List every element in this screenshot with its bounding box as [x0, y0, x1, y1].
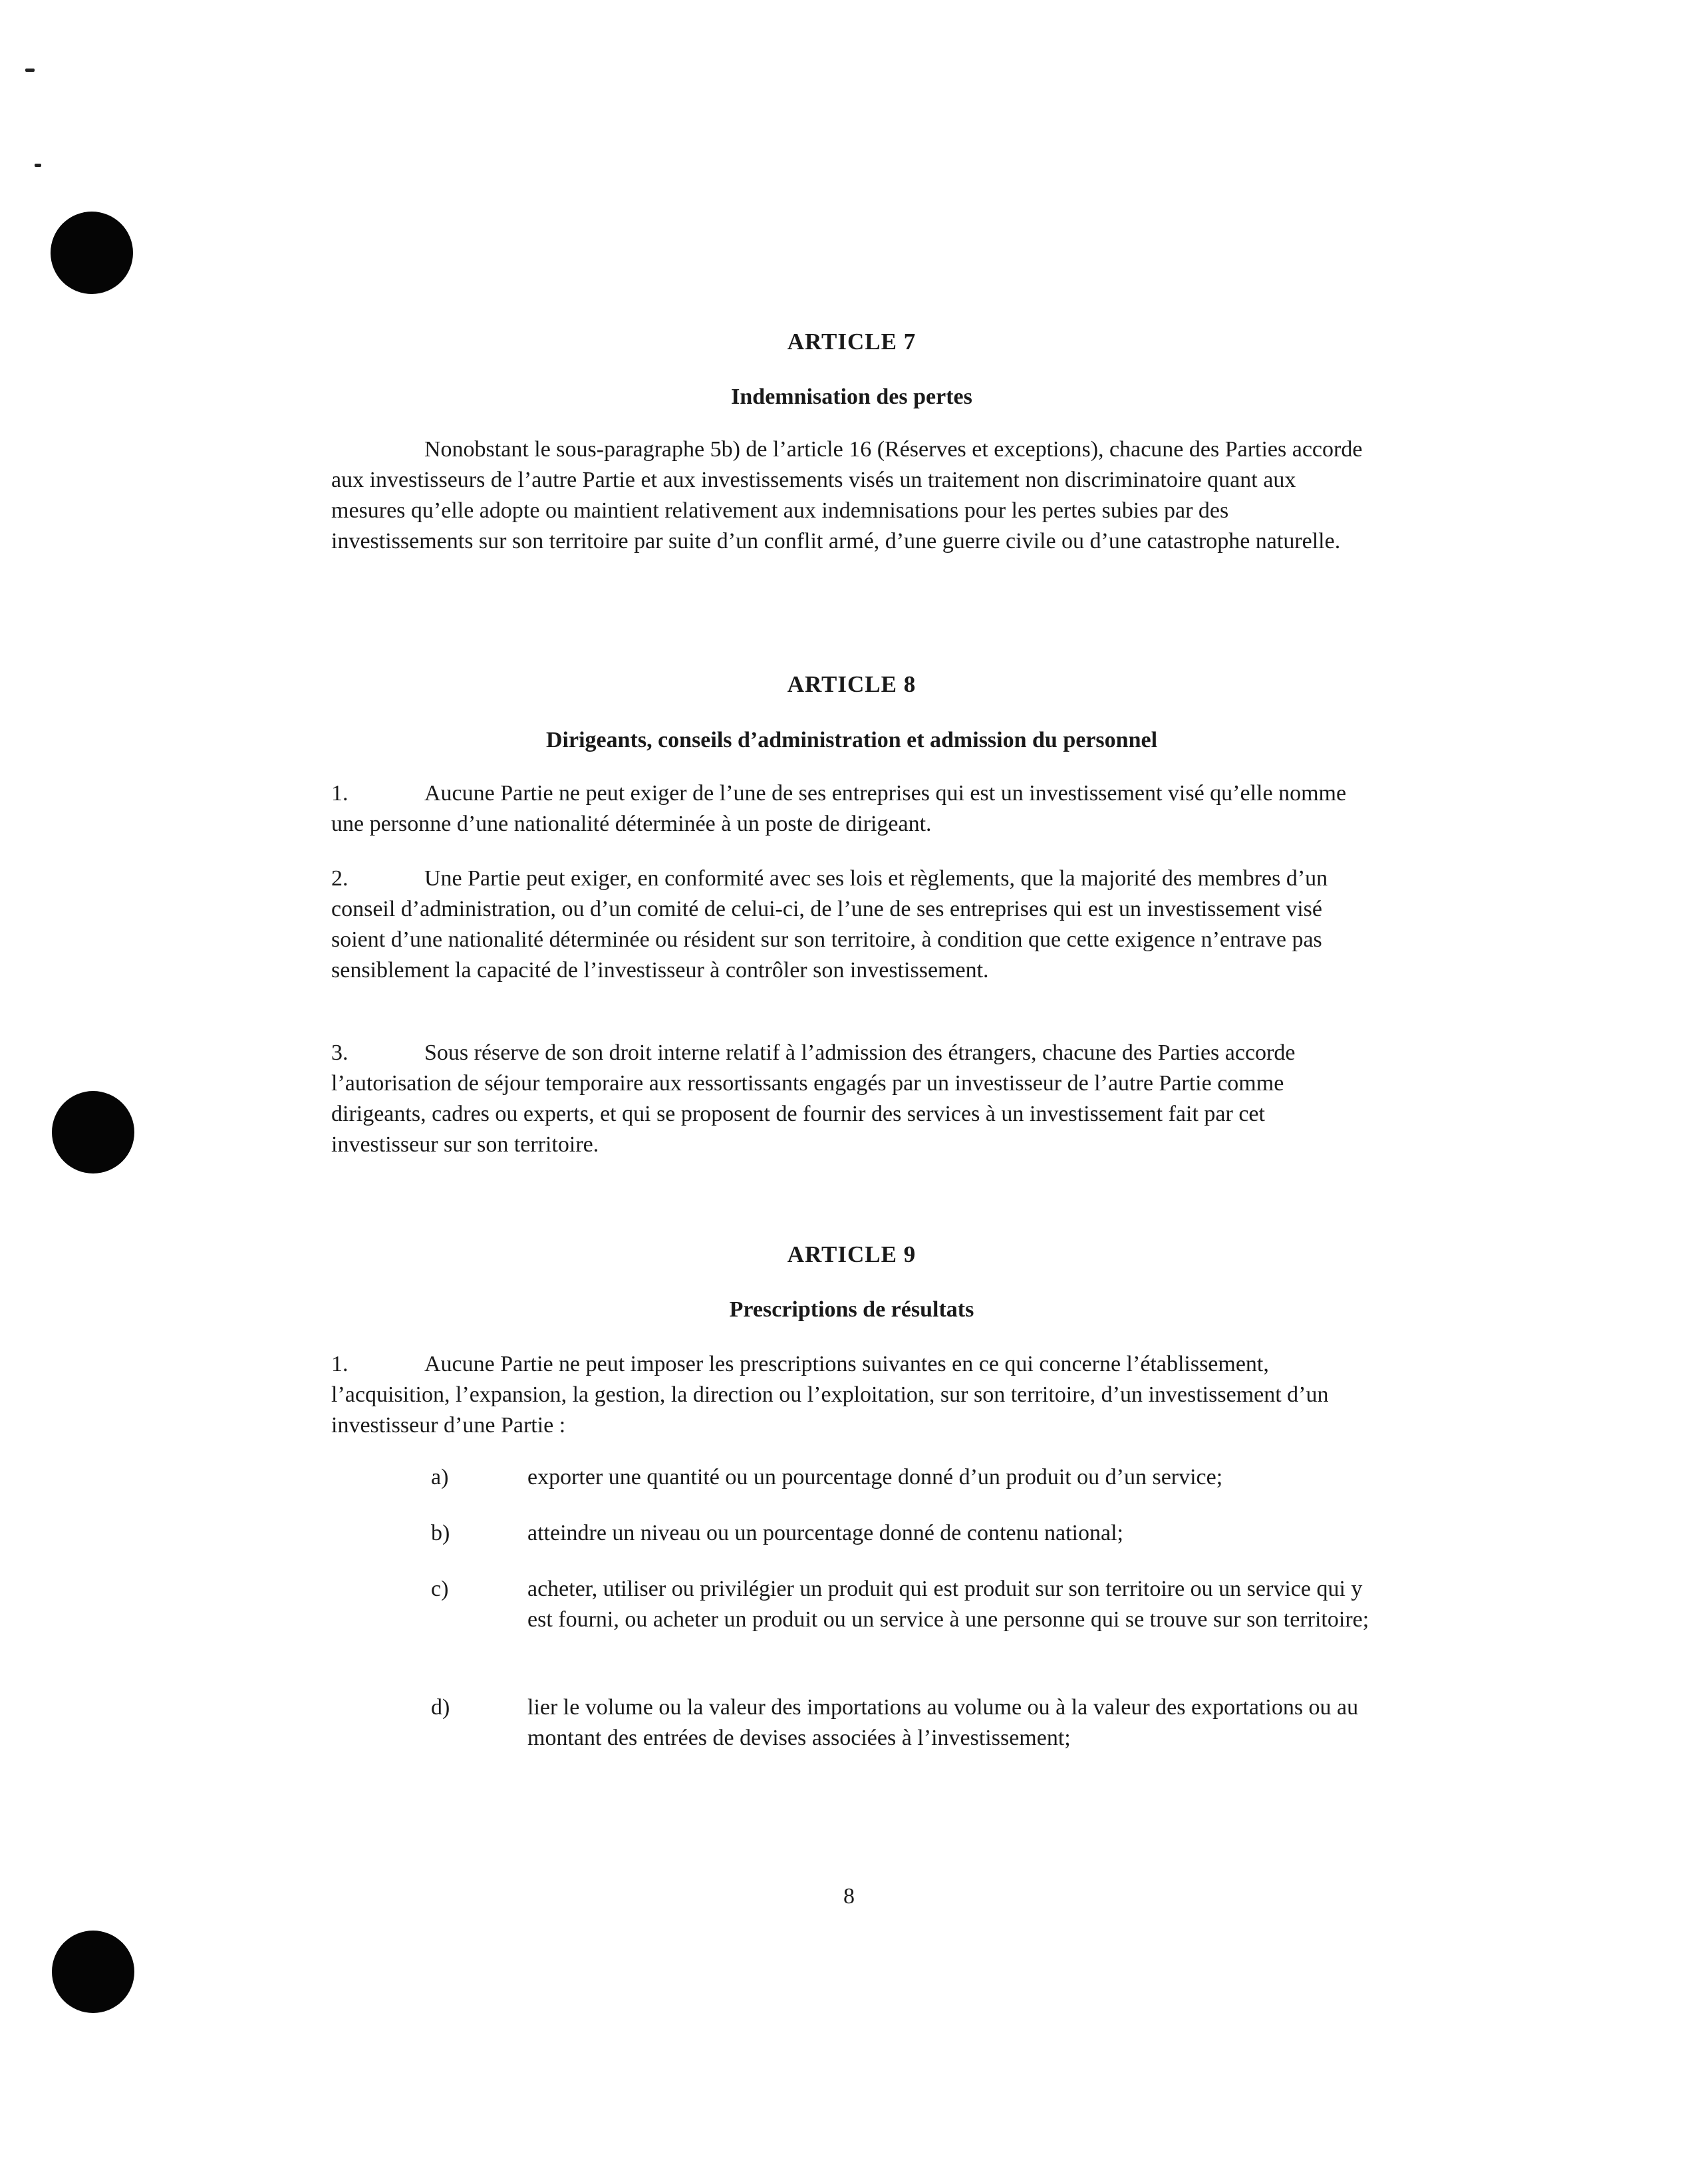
- article-7-subheading: Indemnisation des pertes: [731, 385, 972, 409]
- paragraph-number: 1.: [331, 781, 349, 806]
- paragraph-number: 2.: [331, 866, 349, 891]
- article-7-heading: ARTICLE 7: [787, 329, 917, 355]
- punch-hole-top: [51, 212, 133, 294]
- paragraph-text: Sous réserve de son droit interne relatif à l’admission des étrangers, chacune des Parties accorde l’autorisation de séjour temporaire aux ressortissants engagés par un investisseur de l’autre Partie comme dirigeants, cadres ou experts, et qui se proposent de fournir des services à un investissement fait par cet investisseur sur son territoire.: [331, 1040, 1296, 1157]
- list-item-a: [431, 1462, 1372, 1493]
- list-item-label: c): [431, 1577, 449, 1601]
- paragraph-text: Une Partie peut exiger, en conformité avec ses lois et règlements, que la majorité des membres d’un conseil d’administration, ou d’un comité de celui-ci, de l’une de ses entreprises qui est un investissement visé soient d’une nationalité déterminée ou résident sur son territoire, à condition que cette exigence n’entrave pas sensiblement la capacité de l’investisseur à contrôler son investissement.: [331, 866, 1328, 983]
- punch-hole-middle: [52, 1091, 134, 1173]
- list-item-text: lier le volume ou la valeur des importations au volume ou à la valeur des exportations ou au montant des entrées de devises associées à l’investissement;: [527, 1695, 1359, 1750]
- article-9-heading: ARTICLE 9: [787, 1241, 917, 1267]
- list-item-text: acheter, utiliser ou privilégier un produit qui est produit sur son territoire ou un service qui y est fourni, ou acheter un produit ou un service à une personne qui se trouve sur son territoire;: [527, 1577, 1369, 1632]
- article-8-paragraph-1: [331, 778, 1372, 840]
- list-item-label: b): [431, 1521, 450, 1545]
- article-7-paragraph: Nonobstant le sous-paragraphe 5b) de l’article 16 (Réserves et exceptions), chacune des Parties accorde aux investisseurs de l’autre Partie et aux investissements visés un traitement non discriminatoire quant aux mesures qu’elle adopte ou maintient relativement aux indemnisations pour les pertes subies par des investissements sur son territoire par suite d’un conflit armé, d’une guerre civile ou d’une catastrophe naturelle.: [331, 437, 1363, 553]
- list-item-d: [431, 1692, 1372, 1754]
- paragraph-number: 3.: [331, 1040, 349, 1065]
- punch-hole-bottom: [52, 1931, 134, 2013]
- article-9-paragraph-1: [331, 1349, 1372, 1441]
- list-item-text: atteindre un niveau ou un pourcentage donné de contenu national;: [527, 1521, 1123, 1545]
- paragraph-number: 1.: [331, 1352, 349, 1376]
- scan-speck: [25, 69, 35, 72]
- article-8-subheading: Dirigeants, conseils d’administration et admission du personnel: [545, 728, 1158, 752]
- article-8-paragraph-2: [331, 863, 1372, 986]
- list-item-label: d): [431, 1695, 450, 1720]
- article-9-subheading: Prescriptions de résultats: [729, 1297, 974, 1322]
- article-8-paragraph-3: [331, 1038, 1372, 1160]
- page-number: 8: [843, 1884, 855, 1909]
- list-item-label: a): [431, 1465, 449, 1489]
- scan-speck: [35, 164, 41, 167]
- list-item-text: exporter une quantité ou un pourcentage donné d’un produit ou d’un service;: [527, 1465, 1223, 1489]
- paragraph-text: Aucune Partie ne peut exiger de l’une de ses entreprises qui est un investissement visé qu’elle nomme une personne d’une nationalité déterminée à un poste de dirigeant.: [331, 781, 1347, 836]
- article-8-heading: ARTICLE 8: [787, 671, 917, 697]
- list-item-c: [431, 1574, 1372, 1666]
- paragraph-text: Aucune Partie ne peut imposer les prescriptions suivantes en ce qui concerne l’établissement, l’acquisition, l’expansion, la gestion, la direction ou l’exploitation, sur son territoire, d’un investissement d’un investisseur d’une Partie :: [331, 1352, 1329, 1438]
- list-item-b: [431, 1518, 1372, 1549]
